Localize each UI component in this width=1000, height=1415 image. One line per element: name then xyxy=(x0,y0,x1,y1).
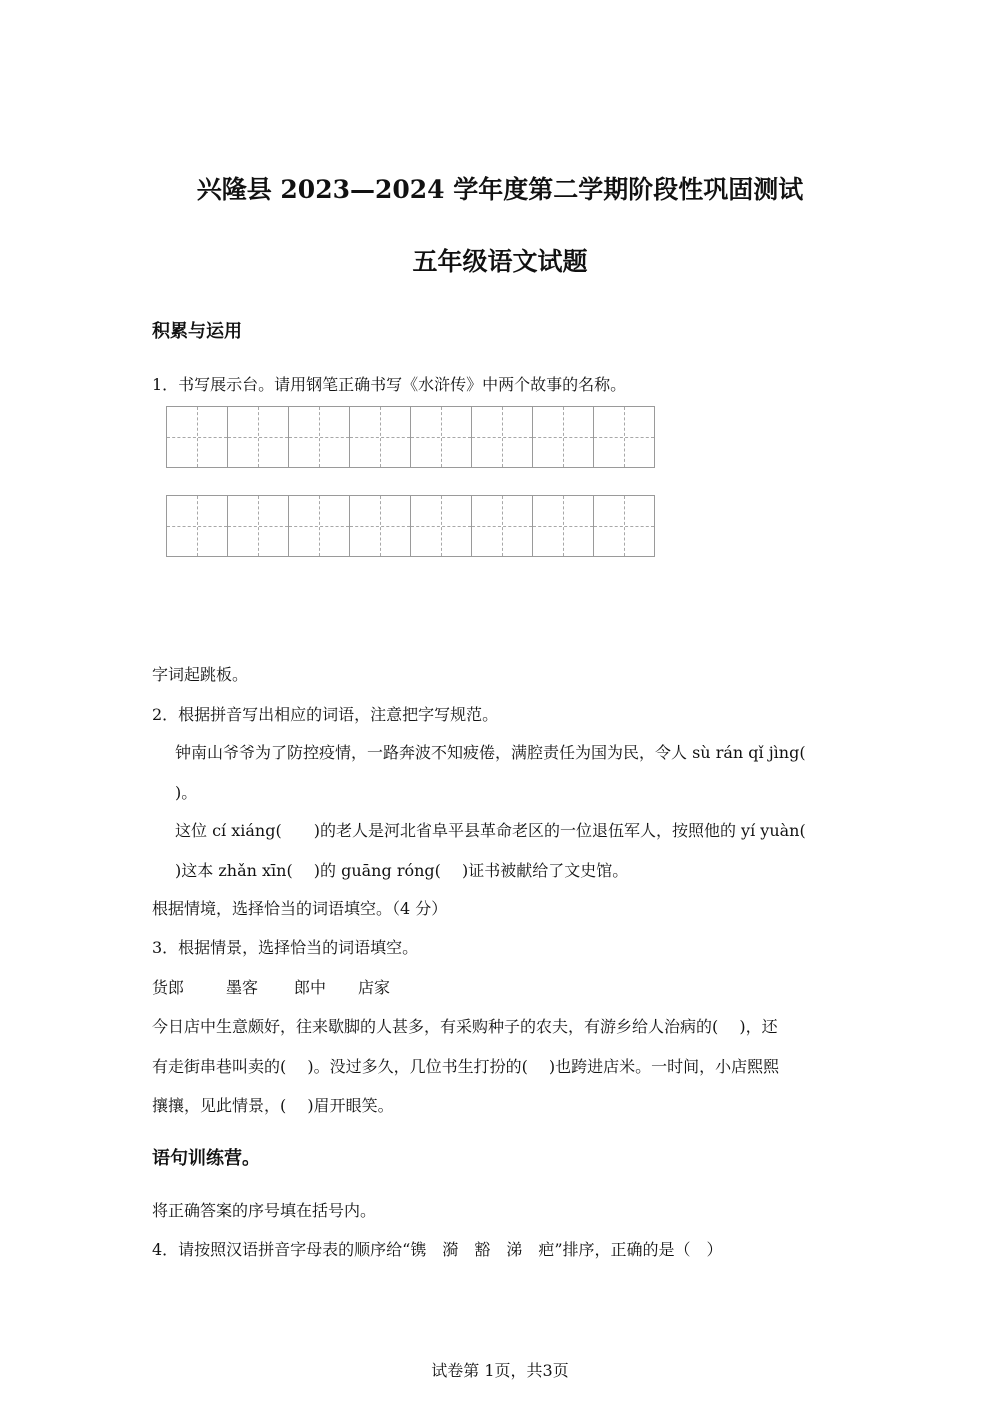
exam-title: 兴隆县 2023—2024 学年度第二学期阶段性巩固测试 xyxy=(196,175,804,204)
writing-grid-row-1[interactable] xyxy=(166,406,655,468)
grid-cell[interactable] xyxy=(350,495,411,557)
question-2-line-3: 这位 cí xiáng( )的老人是河北省阜平县革命老区的一位退伍军人，按照他的 yí yuàn( xyxy=(175,821,806,840)
grid-cell[interactable] xyxy=(533,406,594,468)
grid-cell[interactable] xyxy=(350,406,411,468)
grid-cell[interactable] xyxy=(472,406,533,468)
question-2: 2．根据拼音写出相应的词语，注意把字写规范。 xyxy=(152,705,499,724)
section-heading-accumulation: 积累与运用 xyxy=(152,321,242,342)
question-3-paragraph-line-3: 攘攘，见此情景，( )眉开眼笑。 xyxy=(152,1096,394,1115)
word-choices xyxy=(152,975,390,998)
word-choice: 店家 xyxy=(358,978,391,997)
grid-cell[interactable] xyxy=(594,495,655,557)
question-4: 4．请按照汉语拼音字母表的顺序给“镌 漪 豁 涕 疤”排序，正确的是（ ） xyxy=(152,1240,723,1259)
section-heading-sentences: 语句训练营。 xyxy=(152,1148,260,1169)
instruction-context: 根据情境，选择恰当的词语填空。（4 分） xyxy=(152,899,448,918)
question-3-paragraph-line-2: 有走街串巷叫卖的( )。没过多久，几位书生打扮的( )也跨进店米。一时间，小店熙熙 xyxy=(152,1057,780,1076)
question-3-paragraph-line-1: 今日店中生意颇好，往来歇脚的人甚多，有采购种子的农夫，有游乡给人治病的( )，还 xyxy=(152,1017,778,1036)
page-footer: 试卷第 1页，共3页 xyxy=(431,1361,569,1380)
grid-cell[interactable] xyxy=(167,495,228,557)
grid-cell[interactable] xyxy=(594,406,655,468)
grid-cell[interactable] xyxy=(228,495,289,557)
word-choice: 郎中 xyxy=(294,978,327,997)
subsection-words: 字词起跳板。 xyxy=(152,665,249,684)
question-1: 1．书写展示台。请用钢笔正确书写《水浒传》中两个故事的名称。 xyxy=(152,375,627,394)
grid-cell[interactable] xyxy=(167,406,228,468)
question-3: 3．根据情景，选择恰当的词语填空。 xyxy=(152,938,419,957)
question-2-line-1: 钟南山爷爷为了防控疫情，一路奔波不知疲倦，满腔责任为国为民，令人 sù rán qǐ jìng( xyxy=(175,743,806,762)
instruction-fill-number: 将正确答案的序号填在括号内。 xyxy=(152,1201,377,1220)
grid-cell[interactable] xyxy=(289,495,350,557)
grid-cell[interactable] xyxy=(289,406,350,468)
grid-cell[interactable] xyxy=(411,406,472,468)
grid-cell[interactable] xyxy=(228,406,289,468)
grid-cell[interactable] xyxy=(472,495,533,557)
writing-grid-row-2[interactable] xyxy=(166,495,655,557)
exam-subtitle: 五年级语文试题 xyxy=(412,247,588,276)
grid-cell[interactable] xyxy=(411,495,472,557)
word-choice: 墨客 xyxy=(226,978,259,997)
word-choice: 货郎 xyxy=(152,978,185,997)
question-2-line-2: )。 xyxy=(175,783,198,802)
question-2-line-4: )这本 zhǎn xīn( )的 guāng róng( )证书被献给了文史馆。 xyxy=(175,861,629,880)
grid-cell[interactable] xyxy=(533,495,594,557)
